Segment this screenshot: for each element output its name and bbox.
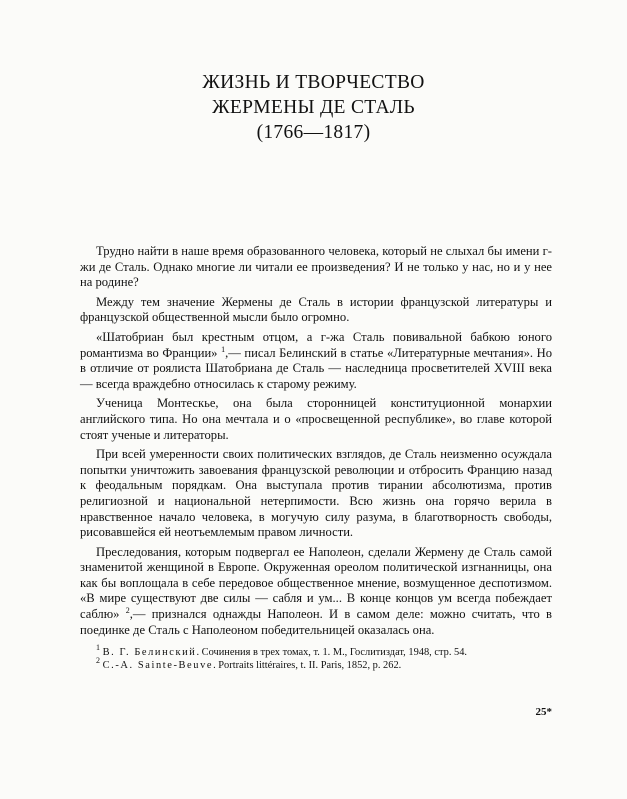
- footnote-ref-2: 2: [125, 606, 130, 616]
- title-line-1: ЖИЗНЬ И ТВОРЧЕСТВО: [202, 72, 425, 93]
- footnote-2-mark: 2: [96, 656, 100, 666]
- footnote-ref-1: 1: [221, 344, 226, 354]
- paragraph-3-part-2: ,— писал Белинский в статье «Литературные мечтания». Но в отличие от роялиста Шатобриана де Сталь — наследница просветителей XVIII века — всегда враждебно относилась к старому режиму.: [80, 345, 552, 391]
- chapter-title: [0, 70, 627, 145]
- paragraph-4: Ученица Монтескье, она была сторонницей конституционной монархии английского типа. Но она мечтала и о «просвещенной республике», во главе которой стоят ученые и литераторы.: [80, 396, 552, 442]
- paragraph-3-part-1: «Шатобриан был крестным отцом, а г-жа Сталь повивальной бабкою юного романтизма во Франции»: [80, 329, 552, 360]
- page-number: 25*: [535, 706, 552, 718]
- footnote-2-author: C.-A. Sainte-Beuve: [102, 660, 214, 672]
- paragraph-5: При всей умеренности своих политических взглядов, де Сталь неизменно осуждала попытки уничтожить завоевания французской революции и отбросить Францию назад к феодальным порядкам. Она выступала против тирании абсолютизма, против религиозной и национальной нетерпимости. Всю жизнь она горячо верила в нравственное начало человека, в могучую силу разума, в благотворность свободы, рисовавшейся ей неотъемлемым правом личности.: [80, 447, 552, 540]
- footnote-1-mark: 1: [96, 643, 100, 652]
- footnote-1-author: В. Г. Белинский: [102, 647, 197, 658]
- paragraph-2: Между тем значение Жермены де Сталь в истории французской литературы и французской общественной мысли было огромно.: [80, 294, 552, 325]
- footnote-2-text: . Portraits littéraires, t. II. Paris, 1852, p. 262.: [213, 660, 402, 672]
- title-line-2: ЖЕРМЕНЫ ДЕ СТАЛЬ: [212, 97, 415, 118]
- footnote-2: [80, 656, 552, 672]
- paragraph-6-part-2: ,— признался однажды Наполеон. И в самом деле: можно считать, что в поединке де Сталь с Наполеоном победительницей оказалась она.: [80, 607, 552, 637]
- main-text: [80, 244, 552, 638]
- paragraph-6: [80, 545, 552, 639]
- paragraph-3: [80, 330, 552, 392]
- footnotes: [80, 643, 552, 672]
- footnote-1: [80, 643, 552, 659]
- paragraph-1: Трудно найти в наше время образованного человека, который не слыхал бы имени г-жи де Сталь. Однако многие ли читали ее произведения? И не только у нас, но и у нее на родине?: [80, 244, 552, 290]
- paragraph-6-part-1: Преследования, которым подвергал ее Наполеон, сделали Жермену де Сталь самой знаменитой женщиной в Европе. Окруженная ореолом политической изгнанницы, она как бы воплощала в себе передовое общественное мнение, возмущенное деспотизмом. «В мире существуют две силы — сабля и ум... В конце концов ум всегда побеждает саблю»: [80, 544, 552, 622]
- title-dates: (1766—1817): [256, 122, 371, 143]
- footnote-1-text: . Сочинения в трех томах, т. 1. М., Гослитиздат, 1948, стр. 54.: [196, 647, 468, 658]
